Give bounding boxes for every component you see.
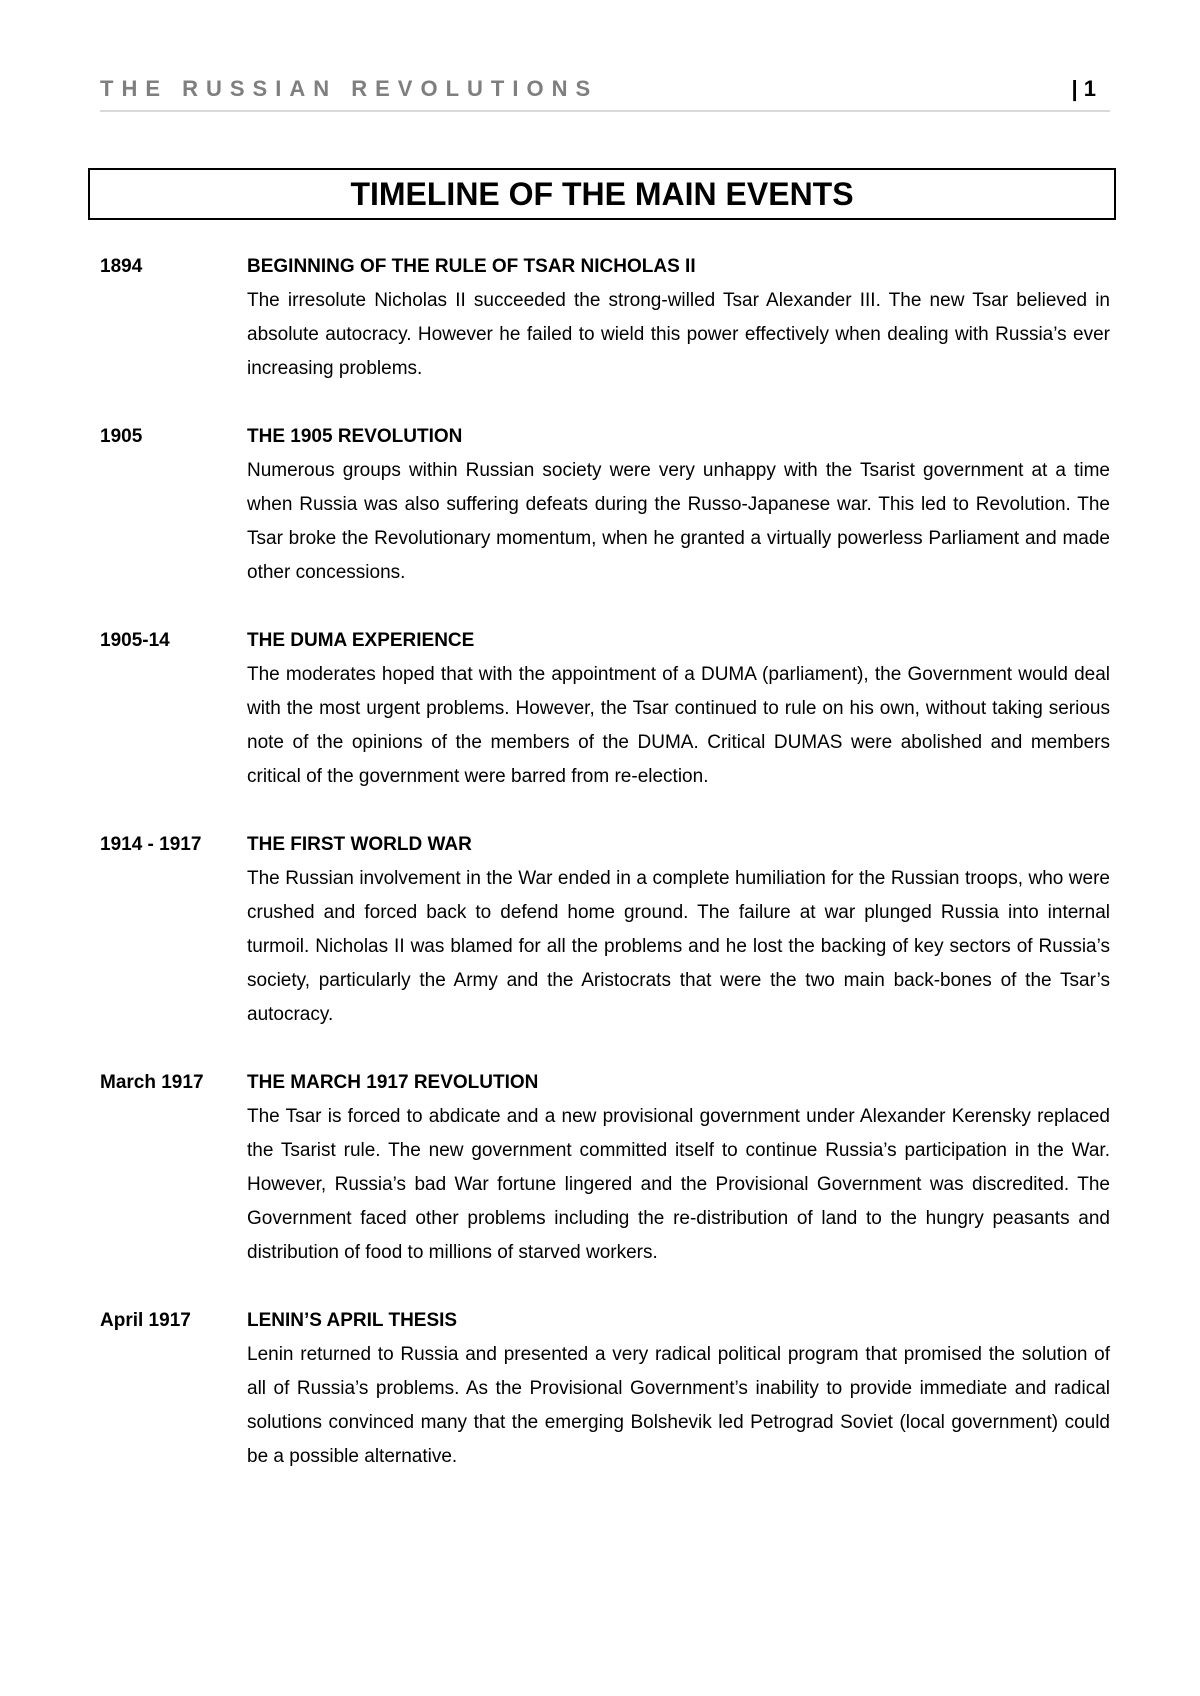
- event-heading: THE DUMA EXPERIENCE: [247, 630, 475, 651]
- event-description: Numerous groups within Russian society were very unhappy with the Tsarist government at a time when Russia was also suffering defeats during the Russo-Japanese war. This led to Revolution. The Tsar broke the Revolutionary momentum, when he granted a virtually powerless Parliament and made other concessions.: [247, 460, 1110, 583]
- timeline-event: [100, 250, 1110, 386]
- timeline-event: [100, 420, 1110, 590]
- page-header: [100, 76, 1110, 112]
- event-description: The irresolute Nicholas II succeeded the strong-willed Tsar Alexander III. The new Tsar believed in absolute autocracy. However he failed to wield this power effectively when dealing with Russia’s ever increasing problems.: [247, 290, 1110, 379]
- event-heading: THE FIRST WORLD WAR: [247, 834, 472, 855]
- event-content: [247, 1304, 1110, 1474]
- running-header-title: THE RUSSIAN REVOLUTIONS: [100, 76, 599, 101]
- event-content: [247, 420, 1110, 590]
- event-date: April 1917: [100, 1310, 191, 1331]
- event-content: [247, 624, 1110, 794]
- event-description: Lenin returned to Russia and presented a very radical political program that promised the solution of all of Russia’s problems. As the Provisional Government’s inability to provide immediate and radical solutions convinced many that the emerging Bolshevik led Petrograd Soviet (local government) could be a possible alternative.: [247, 1344, 1110, 1467]
- timeline: [100, 250, 1110, 1508]
- event-heading: THE MARCH 1917 REVOLUTION: [247, 1072, 539, 1093]
- event-description: The Russian involvement in the War ended in a complete humiliation for the Russian troops, who were crushed and forced back to defend home ground. The failure at war plunged Russia into internal turmoil. Nicholas II was blamed for all the problems and he lost the backing of key sectors of Russia’s society, particularly the Army and the Aristocrats that were the two main back-bones of the Tsar’s autocracy.: [247, 868, 1110, 1025]
- event-heading: LENIN’S APRIL THESIS: [247, 1310, 458, 1331]
- page-title: TIMELINE OF THE MAIN EVENTS: [350, 176, 854, 212]
- event-content: [247, 250, 1110, 386]
- event-description: The Tsar is forced to abdicate and a new provisional government under Alexander Kerensky replaced the Tsarist rule. The new government committed itself to continue Russia’s participation in the War. However, Russia’s bad War fortune lingered and the Provisional Government was discredited. The Government faced other problems including the re-distribution of land to the hungry peasants and distribution of food to millions of starved workers.: [247, 1106, 1110, 1263]
- timeline-event: [100, 624, 1110, 794]
- event-content: [247, 1066, 1110, 1270]
- event-content: [247, 828, 1110, 1032]
- event-date: 1894: [100, 256, 143, 277]
- page-number: | 1: [1071, 76, 1096, 101]
- timeline-event: [100, 828, 1110, 1032]
- event-date: 1905-14: [100, 630, 170, 651]
- timeline-event: [100, 1304, 1110, 1474]
- title-box: [88, 168, 1116, 220]
- timeline-event: [100, 1066, 1110, 1270]
- event-description: The moderates hoped that with the appointment of a DUMA (parliament), the Government would deal with the most urgent problems. However, the Tsar continued to rule on his own, without taking serious note of the opinions of the members of the DUMA. Critical DUMAS were abolished and members critical of the government were barred from re-election.: [247, 664, 1110, 787]
- event-date: 1905: [100, 426, 143, 447]
- event-heading: THE 1905 REVOLUTION: [247, 426, 463, 447]
- event-date: 1914 - 1917: [100, 834, 202, 855]
- event-date: March 1917: [100, 1072, 204, 1093]
- event-heading: BEGINNING OF THE RULE OF TSAR NICHOLAS II: [247, 256, 696, 277]
